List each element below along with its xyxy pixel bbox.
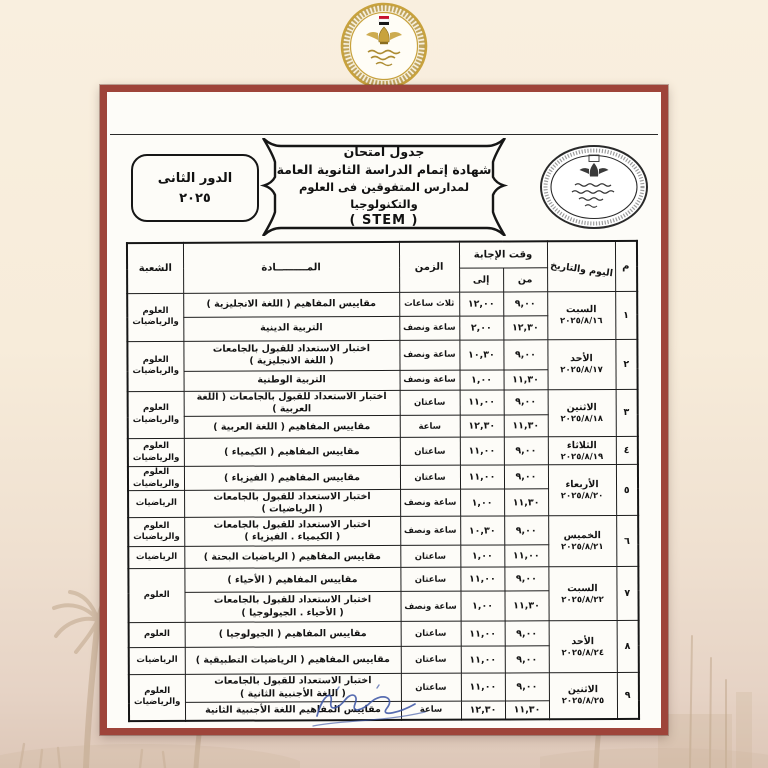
- branch: العلوم والرياضيات: [127, 293, 183, 341]
- time-from: ٩,٠٠: [503, 339, 547, 369]
- date: ٢٠٢٥/٨/١٧: [560, 364, 603, 376]
- subject: مقاييس المفاهيم ( الرياضيات البحتة ): [184, 546, 400, 569]
- duration: ساعة ونصف: [400, 370, 460, 390]
- day-date-cell: [547, 339, 615, 389]
- title-line-1: جدول امتحان: [343, 143, 425, 159]
- time-from: ١١,٣٠: [504, 415, 548, 437]
- day-date-cell: [549, 673, 617, 719]
- date: ٢٠٢٥/٨/٢٤: [561, 647, 605, 658]
- handwritten-signature-icon: [307, 680, 437, 742]
- duration: ساعة ونصف: [399, 316, 459, 340]
- day-date-cell: [549, 621, 617, 673]
- subject: اختبار الاستعداد للقبول بالجامعات ( الرياضيات ): [184, 490, 400, 518]
- exam-schedule-table: [126, 240, 640, 722]
- time-to: ١٠,٣٠: [460, 516, 504, 545]
- branch: الرياضيات: [128, 491, 184, 518]
- time-from: ٩,٠٠: [504, 437, 548, 465]
- day-name: الخميس: [563, 530, 601, 542]
- duration: ساعتان: [400, 465, 460, 489]
- subject: مقاييس المفاهيم ( اللغة العربية ): [184, 416, 400, 439]
- time-from: ٩,٠٠: [503, 291, 547, 315]
- date: ٢٠٢٥/٨/٢٢: [561, 594, 604, 605]
- duration: ساعتان: [400, 390, 460, 416]
- row-number: ٦: [616, 516, 638, 567]
- subject: التربية الدينية: [183, 316, 399, 341]
- time-from: ٩,٠٠: [505, 673, 549, 701]
- time-to: ١,٠٠: [460, 591, 504, 621]
- day-name: الأربعاء: [565, 479, 599, 491]
- date: ٢٠٢٥/٨/١٨: [560, 413, 604, 424]
- day-name: الأحد: [570, 353, 593, 365]
- row-number: ٩: [617, 673, 639, 719]
- day-date-cell: [548, 465, 616, 516]
- col-header-subject: المـــــــــادة: [183, 242, 399, 293]
- time-from: ١١,٣٠: [504, 489, 548, 516]
- branch: العلوم والرياضيات: [128, 439, 184, 467]
- time-to: ١١,٠٠: [460, 465, 504, 489]
- day-date-cell: [547, 291, 615, 339]
- title-line-3: لمدارس المتفوقين فى العلوم والتكنولوجيا: [298, 180, 470, 211]
- time-to: ١١,٠٠: [461, 673, 505, 701]
- time-to: ١١,٠٠: [461, 621, 505, 646]
- subject: مقاييس المفاهيم اللغة الأجنبية الثانية: [185, 702, 401, 721]
- branch: العلوم والرياضيات: [129, 675, 185, 721]
- time-to: ١١,٠٠: [461, 646, 505, 673]
- time-to: ١٢,٠٠: [459, 291, 503, 315]
- time-to: ١٢,٣٠: [460, 415, 504, 437]
- time-to: ١١,٠٠: [460, 437, 504, 465]
- exam-schedule-document: [100, 85, 668, 735]
- time-from: ٩,٠٠: [504, 389, 548, 415]
- branch: العلوم والرياضيات: [128, 391, 184, 439]
- time-to: ١٢,٣٠: [461, 701, 505, 719]
- day-name: السبت: [567, 582, 598, 594]
- time-from: ١١,٣٠: [504, 591, 548, 621]
- branch: العلوم والرياضيات: [128, 467, 184, 491]
- col-header-from: من: [503, 267, 547, 291]
- title-line-2: شهادة إتمام الدراسة الثانوية العامة: [276, 161, 492, 177]
- duration: ساعة: [400, 415, 460, 437]
- duration: ساعة: [401, 701, 461, 719]
- date: ٢٠٢٥/٨/١٦: [560, 315, 603, 327]
- time-from: ١٢,٣٠: [503, 315, 547, 339]
- row-number: ٤: [616, 437, 638, 465]
- day-name: الثلاثاء: [566, 439, 597, 451]
- time-from: ١١,٣٠: [505, 701, 549, 719]
- duration: ساعتان: [401, 673, 461, 701]
- document-title: [275, 144, 493, 230]
- day-name: الاثنين: [567, 684, 599, 696]
- duration: ساعتان: [401, 646, 461, 673]
- subject: اختبار الاستعداد للقبول بالجامعات ( اللغة العربية ): [184, 390, 400, 417]
- branch: العلوم: [128, 569, 184, 623]
- time-to: ١١,٠٠: [460, 389, 504, 415]
- duration: ساعتان: [400, 545, 460, 567]
- term-label: الدور الثانى: [157, 170, 233, 186]
- duration: ساعة ونصف: [400, 516, 460, 545]
- col-header-to: إلى: [459, 267, 503, 291]
- row-number: ٧: [616, 567, 638, 621]
- time-to: ١,٠٠: [460, 369, 504, 389]
- col-header-branch: الشعبة: [127, 243, 183, 293]
- day-name: السبت: [566, 304, 597, 316]
- day-name: الاثنين: [566, 401, 597, 414]
- day-date-cell: [548, 437, 616, 465]
- branch: العلوم والرياضيات: [127, 341, 183, 391]
- subject: اختبار الاستعداد للقبول بالجامعات ( الكيمياء . الفيزياء ): [184, 517, 400, 547]
- row-number: ٣: [616, 389, 638, 437]
- col-header-duration: الزمن: [399, 242, 459, 292]
- col-header-number: م: [615, 241, 637, 291]
- duration: ساعتان: [400, 437, 460, 465]
- title-line-4: ( STEM ): [349, 213, 419, 229]
- time-to: ٢,٠٠: [459, 315, 503, 339]
- time-from: ٩,٠٠: [504, 567, 548, 591]
- col-header-answer-time: وقت الإجابة: [459, 241, 547, 267]
- date: ٢٠٢٥/٨/٢١: [561, 542, 604, 553]
- day-date-cell: [548, 567, 616, 621]
- row-number: ٢: [615, 339, 637, 389]
- stamp-seal: [537, 142, 651, 232]
- duration: ساعة ونصف: [400, 489, 460, 516]
- day-date-cell: [548, 389, 616, 437]
- term-year: ٢٠٢٥: [179, 190, 211, 206]
- branch: العلوم: [129, 623, 185, 648]
- time-from: ١١,٣٠: [504, 369, 548, 389]
- col-header-day-date: اليوم والتاريخ: [547, 241, 615, 291]
- duration: ثلاث ساعات: [399, 292, 459, 316]
- subject: اختبار الاستعداد للقبول بالجامعات ( اللغة الأجنبية الثانية ): [185, 674, 401, 703]
- duration: ساعة ونصف: [400, 591, 460, 621]
- title-plaque: [259, 138, 509, 236]
- ministry-of-education-seal-icon: [340, 2, 428, 90]
- header-divider-line: [110, 134, 658, 135]
- date: ٢٠٢٥/٨/٢٠: [560, 491, 604, 502]
- duration: ساعتان: [400, 567, 460, 591]
- subject: مقاييس المفاهيم ( الفيزياء ): [184, 466, 400, 491]
- row-number: ٨: [617, 621, 639, 673]
- branch: الرياضيات: [128, 547, 184, 569]
- time-from: ٩,٠٠: [504, 516, 548, 545]
- subject: مقاييس المفاهيم ( الأحياء ): [184, 568, 400, 593]
- branch: العلوم والرياضيات: [128, 518, 184, 547]
- subject: مقاييس المفاهيم ( الرياضيات التطبيقية ): [185, 647, 401, 675]
- date: ٢٠٢٥/٨/٢٥: [561, 696, 605, 707]
- row-number: ٥: [616, 465, 638, 516]
- duration: ساعتان: [401, 621, 461, 646]
- ministry-bw-seal-icon: [537, 142, 651, 232]
- branch: الرياضيات: [129, 648, 185, 675]
- time-to: ١,٠٠: [460, 489, 504, 516]
- time-to: ١٠,٣٠: [459, 339, 503, 369]
- subject: مقاييس المفاهيم ( الكيمياء ): [184, 438, 400, 467]
- subject: اختبار الاستعداد للقبول بالجامعات ( الأحياء . الجيولوجيا ): [184, 592, 400, 623]
- subject: التربية الوطنية: [184, 370, 400, 391]
- time-from: ٩,٠٠: [504, 465, 548, 489]
- time-to: ١١,٠٠: [460, 567, 504, 591]
- date: ٢٠٢٥/٨/١٩: [560, 451, 604, 462]
- duration: ساعة ونصف: [399, 340, 459, 370]
- subject: اختبار الاستعداد للقبول بالجامعات ( اللغة الانجليزية ): [183, 340, 399, 371]
- time-to: ١,٠٠: [460, 545, 504, 567]
- time-from: ٩,٠٠: [505, 646, 549, 673]
- ministry-logo: [340, 2, 428, 90]
- schedule-table-container: [127, 241, 639, 721]
- time-from: ٩,٠٠: [505, 621, 549, 646]
- row-number: ١: [615, 291, 637, 339]
- day-name: الأحد: [571, 635, 595, 647]
- subject: مقاييس المفاهيم ( اللغة الانجليزية ): [183, 292, 399, 317]
- subject: مقاييس المفاهيم ( الجيولوجيا ): [185, 622, 401, 648]
- day-date-cell: [548, 516, 616, 567]
- time-from: ١١,٠٠: [504, 545, 548, 567]
- term-box: [131, 154, 259, 222]
